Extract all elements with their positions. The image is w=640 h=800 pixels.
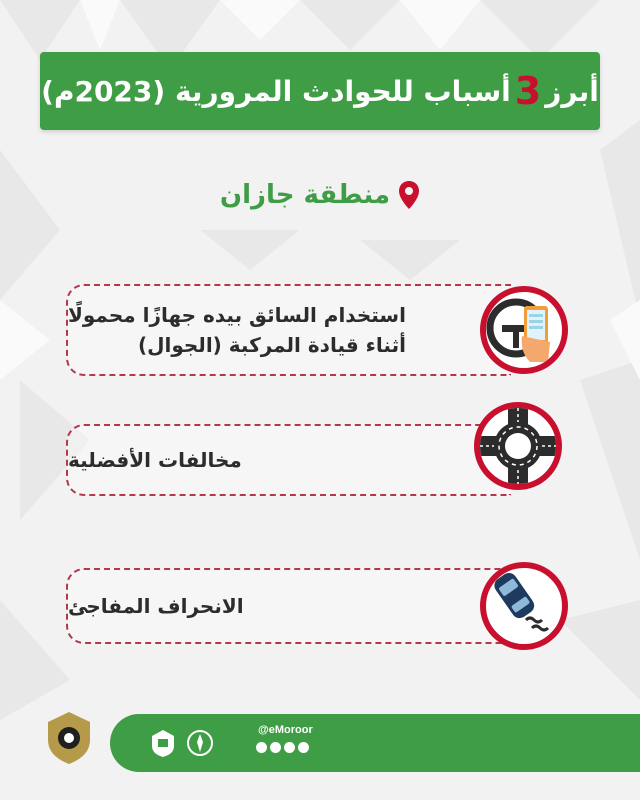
- region-label: منطقة جازان: [219, 180, 391, 210]
- instagram-icon[interactable]: [298, 742, 309, 753]
- cause-3-line-1: الانحراف المفاجئ: [68, 594, 244, 618]
- region-heading: [0, 170, 640, 220]
- twitter-icon[interactable]: [284, 742, 295, 753]
- traffic-emblem-icon: [44, 710, 94, 766]
- cause-1-line-1: استخدام السائق بيده جهازًا محمولًا: [68, 303, 406, 327]
- skidding-car-icon: [480, 562, 568, 650]
- cause-item-2: [66, 424, 511, 496]
- snapchat-icon[interactable]: [256, 742, 267, 753]
- cause-item-3: [66, 568, 511, 644]
- cause-item-1: [66, 284, 511, 376]
- title-banner: [40, 52, 600, 130]
- facebook-icon[interactable]: [270, 742, 281, 753]
- phone-steering-wheel-icon: [480, 286, 568, 374]
- footer: [0, 700, 640, 800]
- ministry-logo-icon: [150, 728, 176, 758]
- cause-1-line-2: أثناء قيادة المركبة (الجوال): [138, 333, 406, 357]
- title-suffix: أسباب للحوادث المرورية (2023م): [41, 74, 511, 108]
- location-pin-icon: [398, 180, 420, 210]
- title-number: 3: [514, 69, 542, 113]
- social-handle[interactable]: @eMoroor: [258, 724, 313, 736]
- roundabout-icon: [474, 402, 562, 490]
- social-icons: [256, 742, 309, 753]
- title-prefix: أبرز: [545, 74, 599, 108]
- cause-2-line-1: مخالفات الأفضلية: [68, 448, 242, 472]
- police-logo-icon: [186, 728, 214, 758]
